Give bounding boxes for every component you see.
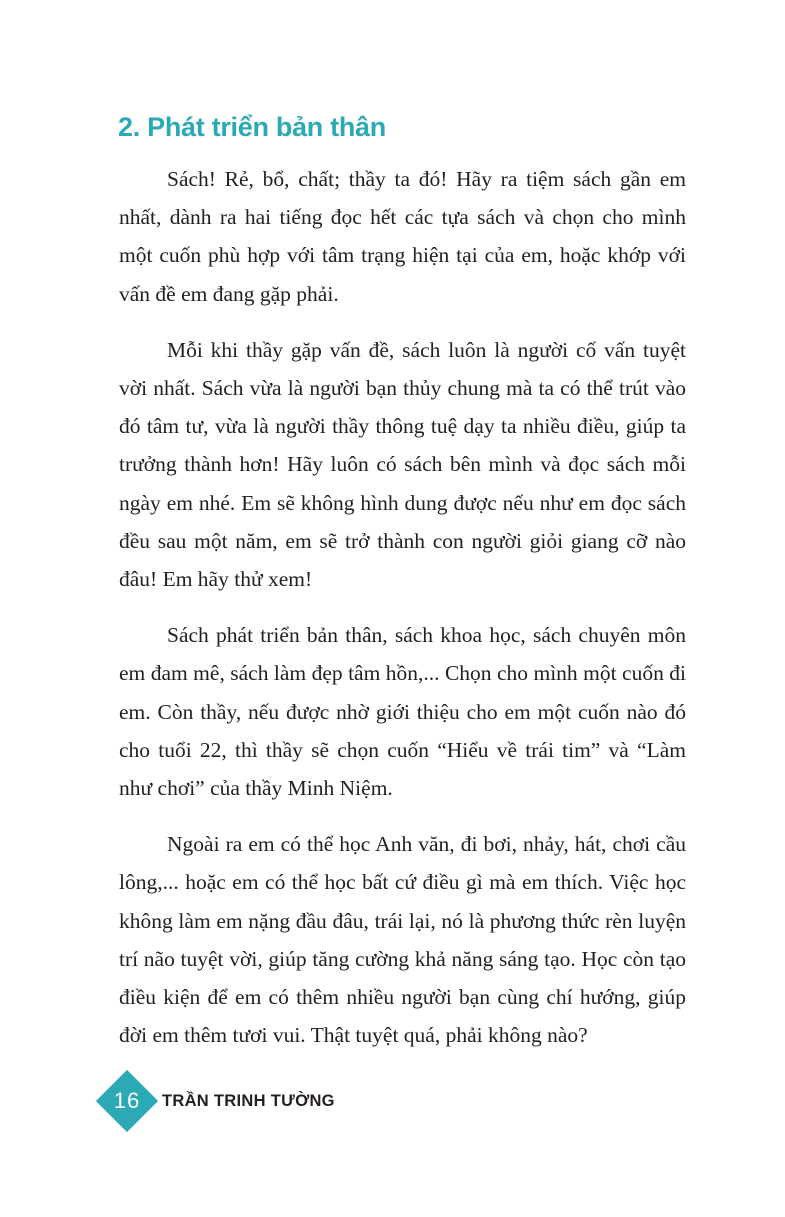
section-heading: 2. Phát triển bản thân bbox=[118, 112, 386, 142]
page-footer bbox=[96, 1070, 335, 1132]
body-text bbox=[119, 160, 686, 1054]
page-number-badge bbox=[96, 1070, 158, 1132]
author-name: TRẦN TRINH TƯỜNG bbox=[162, 1091, 335, 1110]
page-number: 16 bbox=[113, 1088, 141, 1113]
paragraph: Mỗi khi thầy gặp vấn đề, sách luôn là người cố vấn tuyệt vời nhất. Sách vừa là người bạn thủy chung mà ta có thể trút vào đó tâm tư, vừa là người thầy thông tuệ dạy ta nhiều điều, giúp ta trưởng thành hơn! Hãy luôn có sách bên mình và đọc sách mỗi ngày em nhé. Em sẽ không hình dung được nếu như em đọc sách đều sau một năm, em sẽ trở thành con người giỏi giang cỡ nào đâu! Em hãy thử xem! bbox=[119, 337, 686, 592]
paragraph: Sách! Rẻ, bổ, chất; thầy ta đó! Hãy ra tiệm sách gần em nhất, dành ra hai tiếng đọc hết các tựa sách và chọn cho mình một cuốn phù hợp với tâm trạng hiện tại của em, hoặc khớp với vấn đề em đang gặp phải. bbox=[119, 167, 686, 306]
paragraph: Ngoài ra em có thể học Anh văn, đi bơi, nhảy, hát, chơi cầu lông,... hoặc em có thể học bất cứ điều gì mà em thích. Việc học không làm em nặng đầu đâu, trái lại, nó là phương thức rèn luyện trí não tuyệt vời, giúp tăng cường khả năng sáng tạo. Học còn tạo điều kiện để em có thêm nhiều người bạn cùng chí hướng, giúp đời em thêm tươi vui. Thật tuyệt quá, phải không nào? bbox=[119, 832, 686, 1048]
paragraph: Sách phát triển bản thân, sách khoa học, sách chuyên môn em đam mê, sách làm đẹp tâm hồn,... Chọn cho mình một cuốn đi em. Còn thầy, nếu được nhờ giới thiệu cho em một cuốn nào đó cho tuổi 22, thì thầy sẽ chọn cuốn “Hiểu về trái tim” và “Làm như chơi” của thầy Minh Niệm. bbox=[119, 623, 686, 801]
